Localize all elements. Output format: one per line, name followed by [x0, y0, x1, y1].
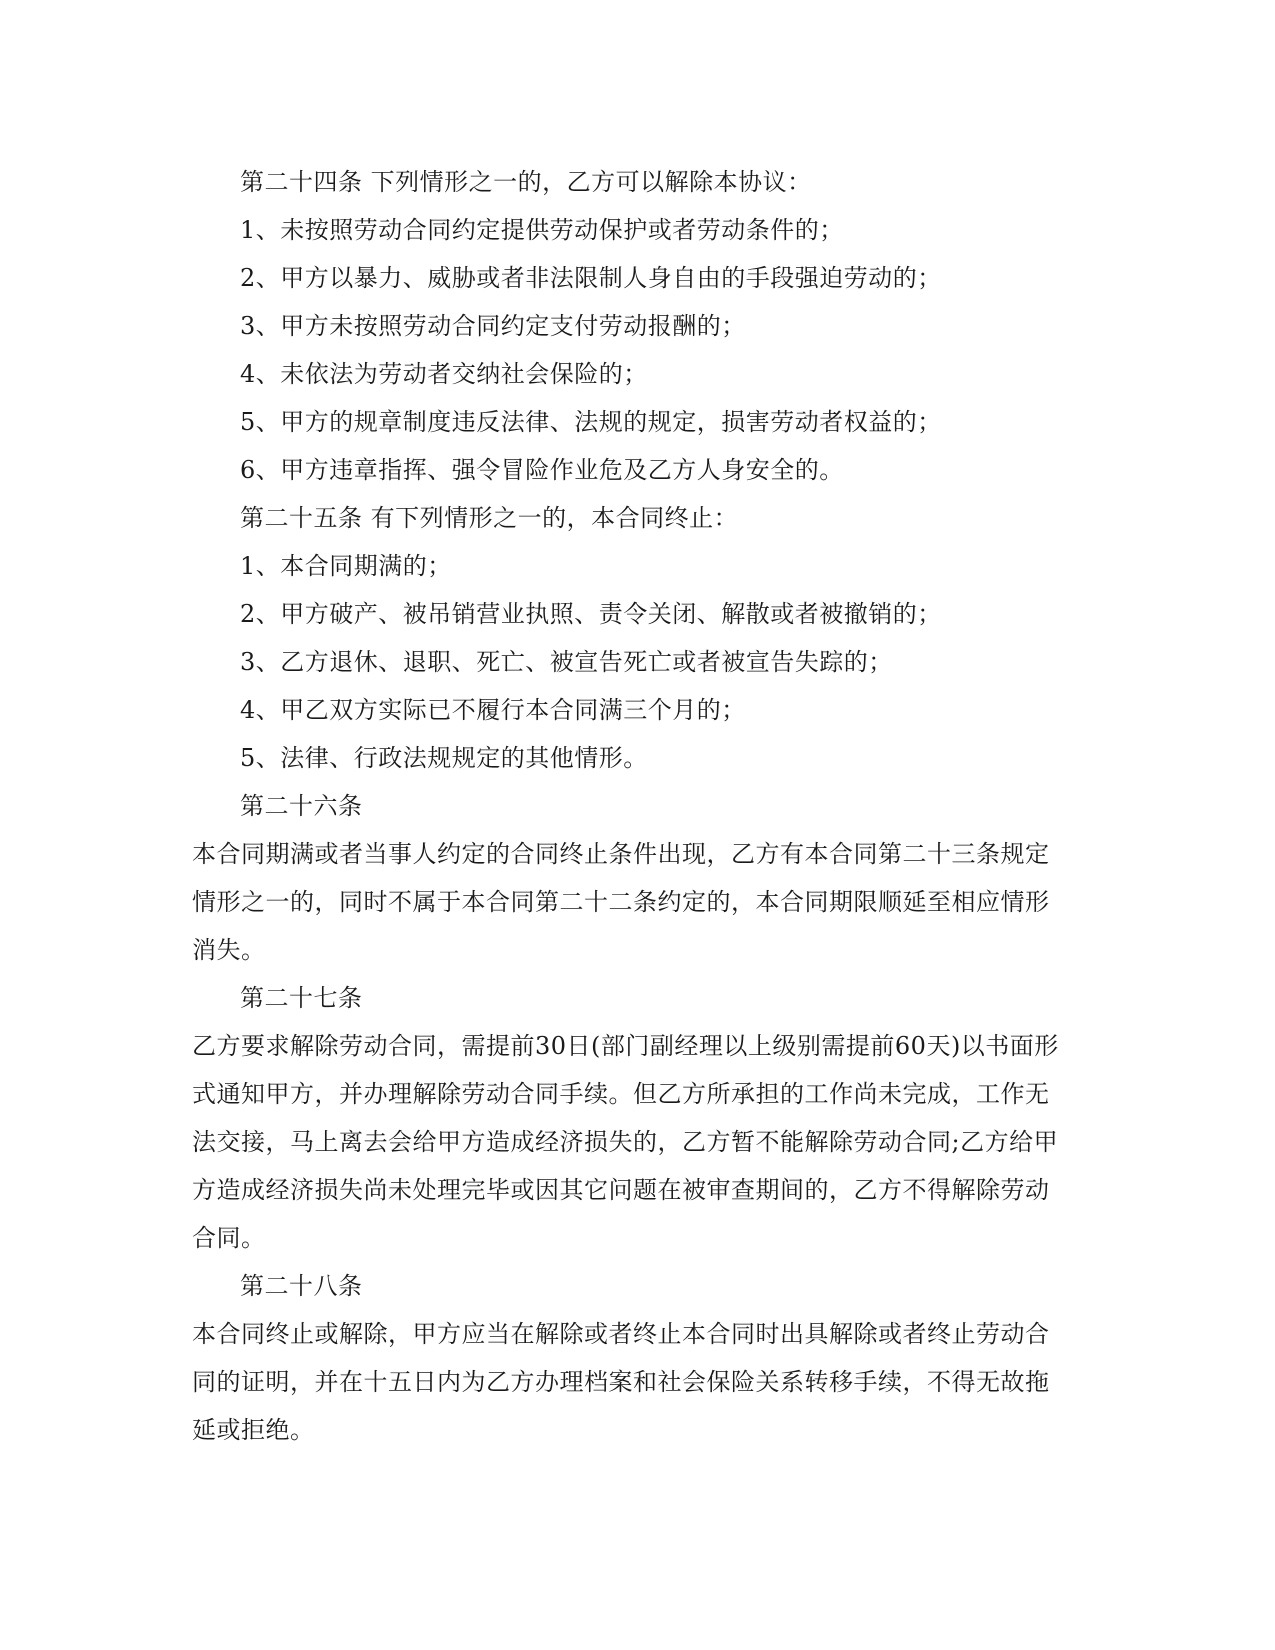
article-26-line-1: 本合同期满或者当事人约定的合同终止条件出现，乙方有本合同第二十三条规定	[192, 840, 1050, 868]
article-27-body	[192, 1022, 1072, 1262]
article-27-line-2: 式通知甲方，并办理解除劳动合同手续。但乙方所承担的工作尚未完成，工作无	[192, 1080, 1050, 1108]
article-25-item-2: 2、甲方破产、被吊销营业执照、责令关闭、解散或者被撤销的；	[240, 600, 942, 628]
article-24-item-1: 1、未按照劳动合同约定提供劳动保护或者劳动条件的；	[240, 216, 844, 244]
article-24-item-3: 3、甲方未按照劳动合同约定支付劳动报酬的；	[240, 312, 746, 340]
article-27-line-5: 合同。	[192, 1224, 266, 1252]
article-26-line-3: 消失。	[192, 936, 266, 964]
article-24-item-4: 4、未依法为劳动者交纳社会保险的；	[240, 360, 648, 388]
article-25-item-4: 4、甲乙双方实际已不履行本合同满三个月的；	[240, 696, 746, 724]
article-28-line-1: 本合同终止或解除，甲方应当在解除或者终止本合同时出具解除或者终止劳动合	[192, 1320, 1050, 1348]
article-27-line-3: 法交接，马上离去会给甲方造成经济损失的，乙方暂不能解除劳动合同;乙方给甲	[192, 1128, 1059, 1156]
article-26-heading: 第二十六条	[240, 792, 363, 820]
article-24-item-2: 2、甲方以暴力、威胁或者非法限制人身自由的手段强迫劳动的；	[240, 264, 942, 292]
article-25-item-3: 3、乙方退休、退职、死亡、被宣告死亡或者被宣告失踪的；	[240, 648, 893, 676]
article-26-body	[192, 830, 1072, 974]
article-28-line-2: 同的证明，并在十五日内为乙方办理档案和社会保险关系转移手续，不得无故拖	[192, 1368, 1050, 1396]
article-24-item-6: 6、甲方违章指挥、强令冒险作业危及乙方人身安全的。	[240, 456, 844, 484]
article-26-line-2: 情形之一的，同时不属于本合同第二十二条约定的，本合同期限顺延至相应情形	[192, 888, 1050, 916]
article-28-heading: 第二十八条	[240, 1272, 363, 1300]
document-body	[192, 158, 1072, 1454]
article-27-heading: 第二十七条	[240, 984, 363, 1012]
article-24-heading: 第二十四条 下列情形之一的，乙方可以解除本协议：	[240, 168, 812, 196]
article-25-item-1: 1、本合同期满的；	[240, 552, 452, 580]
article-25-heading: 第二十五条 有下列情形之一的，本合同终止：	[240, 504, 739, 532]
article-25-item-5: 5、法律、行政法规规定的其他情形。	[240, 744, 648, 772]
article-27-line-1: 乙方要求解除劳动合同，需提前30日(部门副经理以上级别需提前60天)以书面形	[192, 1032, 1059, 1060]
article-28-body	[192, 1310, 1072, 1454]
article-24-item-5: 5、甲方的规章制度违反法律、法规的规定，损害劳动者权益的；	[240, 408, 942, 436]
article-27-line-4: 方造成经济损失尚未处理完毕或因其它问题在被审查期间的，乙方不得解除劳动	[192, 1176, 1050, 1204]
article-28-line-3: 延或拒绝。	[192, 1416, 315, 1444]
